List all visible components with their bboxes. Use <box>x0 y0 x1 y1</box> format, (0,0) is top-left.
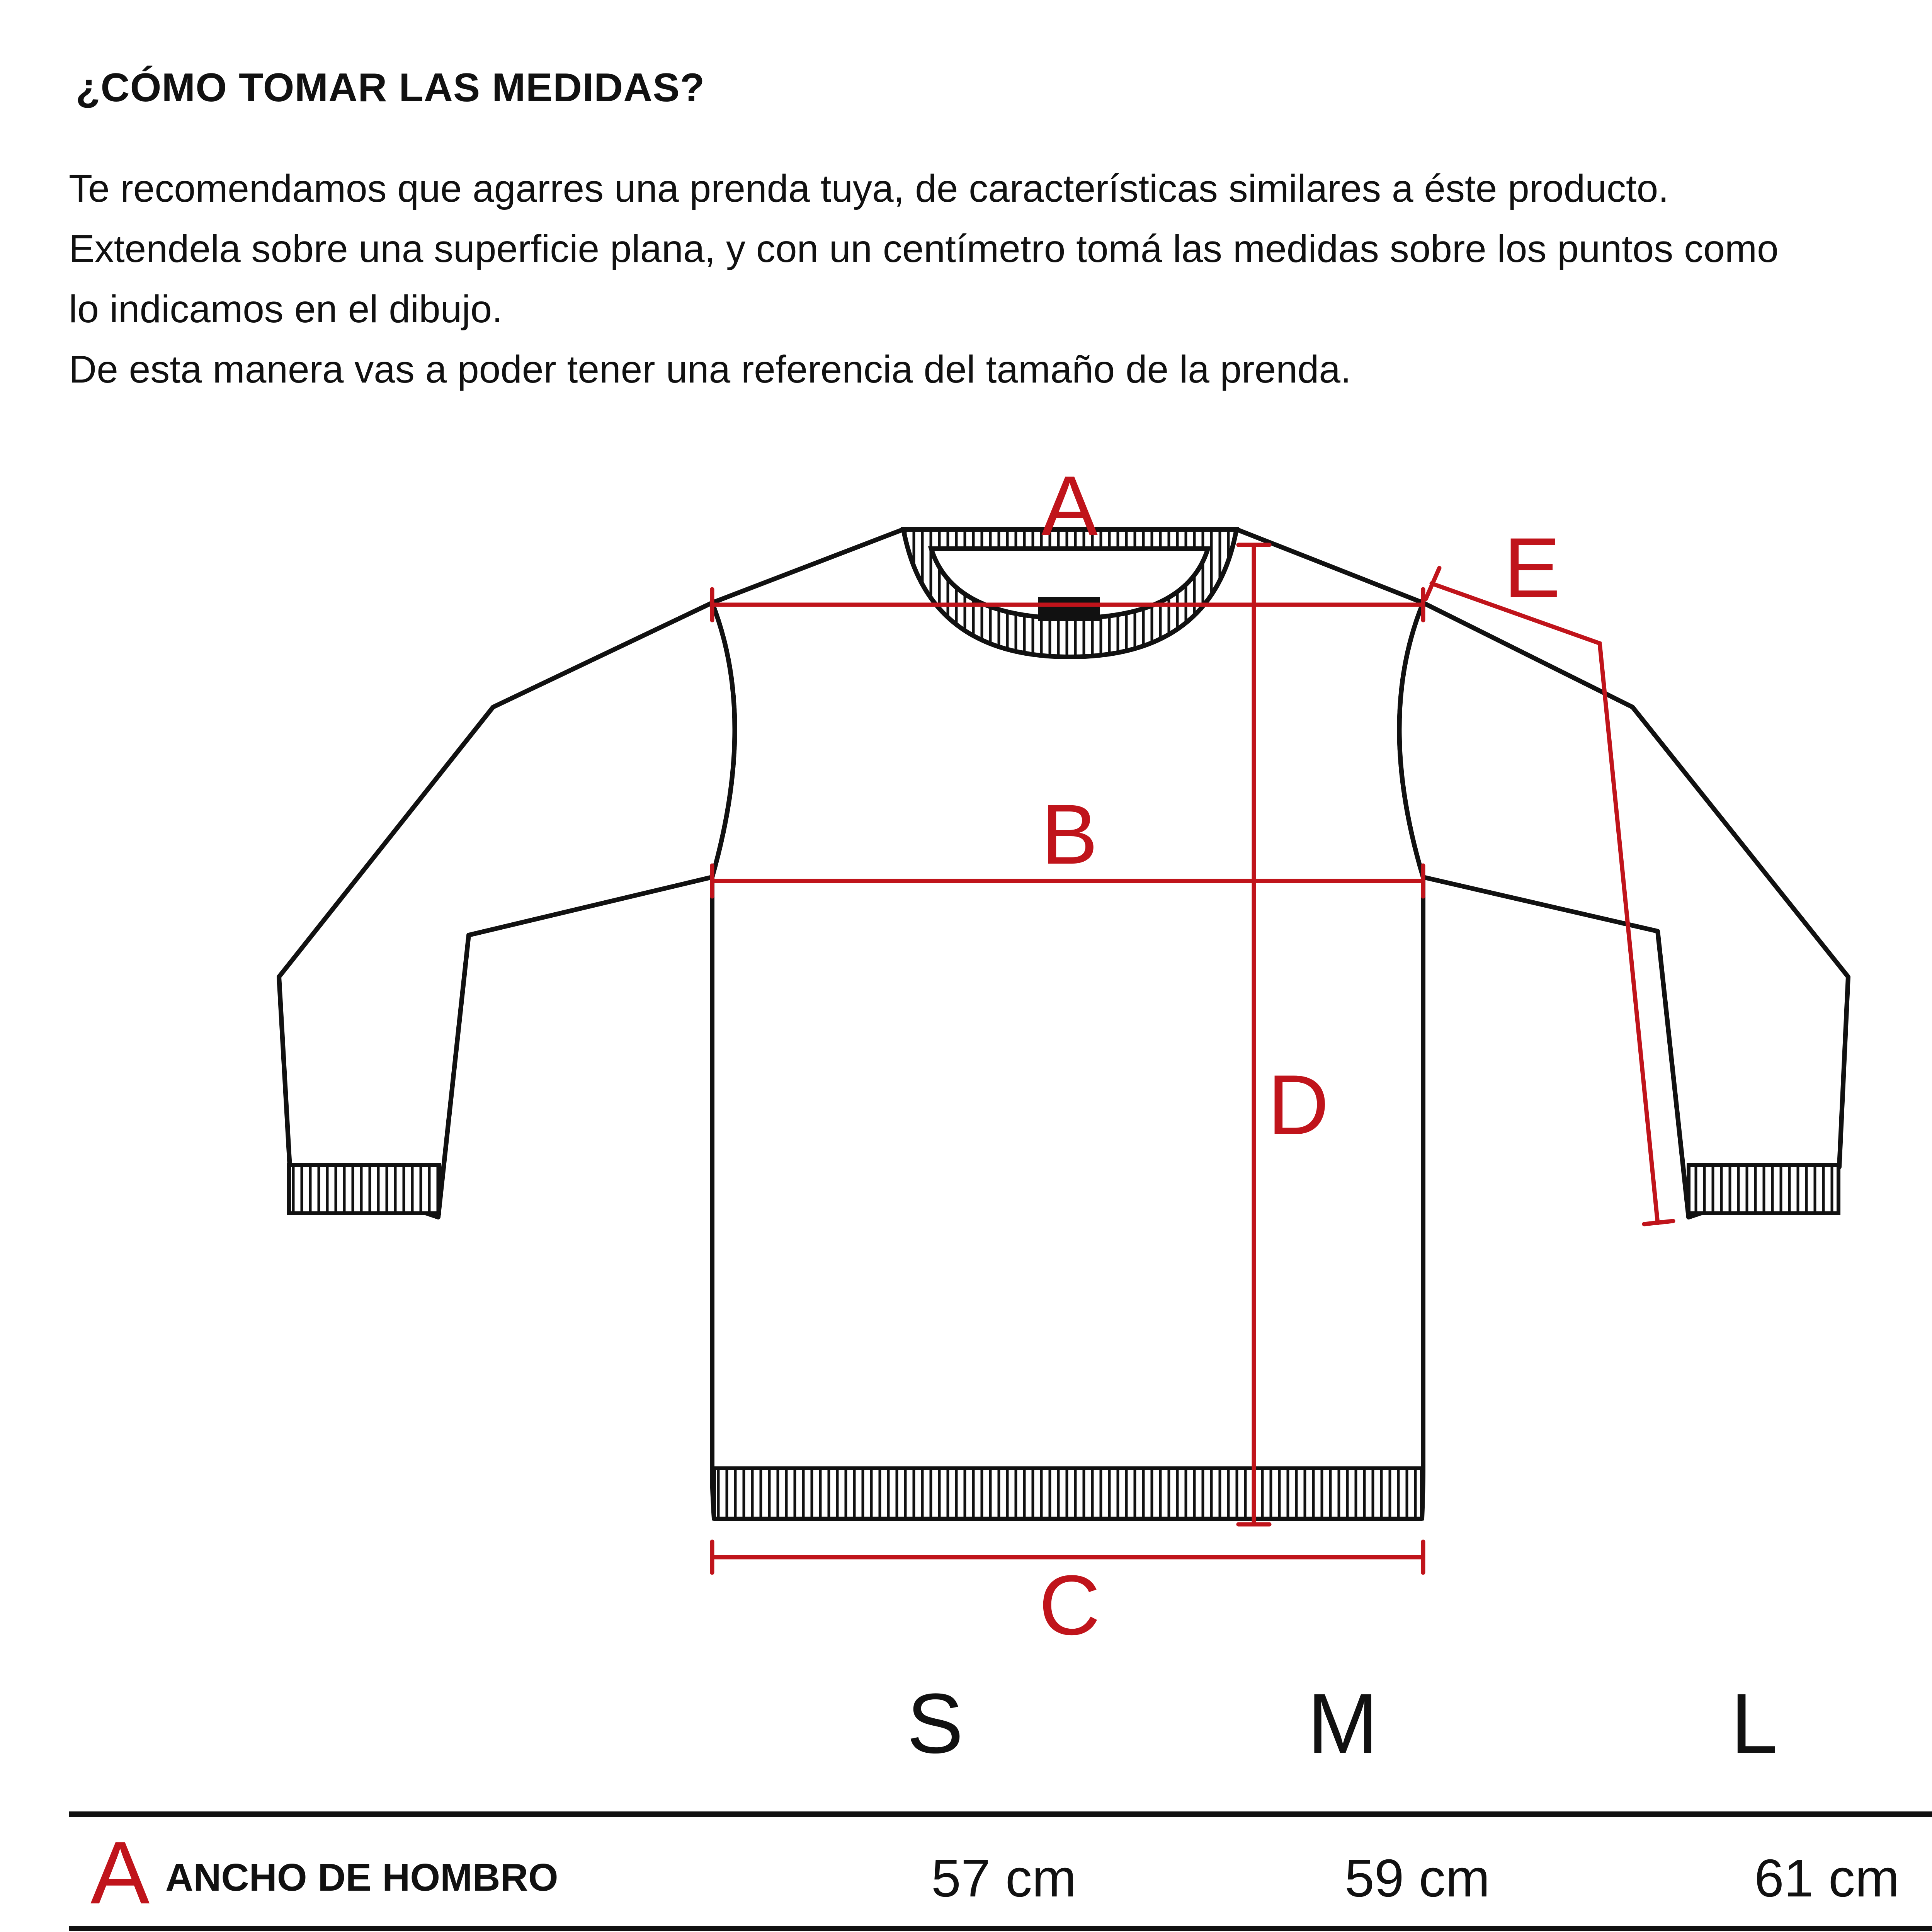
sweater-outline <box>279 529 1848 1519</box>
label-d: D <box>1267 1057 1329 1152</box>
table-row <box>69 1817 1932 1926</box>
label-b: B <box>1041 787 1098 882</box>
intro-text <box>69 158 1779 400</box>
size-header-l: L <box>1730 1676 1778 1771</box>
label-e: E <box>1503 520 1561 615</box>
row-letter: A <box>90 1823 150 1922</box>
right-cuff <box>1689 1165 1838 1213</box>
table-divider <box>69 1811 1932 1817</box>
page-title: ¿CÓMO TOMAR LAS MEDIDAS? <box>76 65 705 110</box>
brand-tag <box>1038 597 1100 621</box>
table-divider <box>69 1926 1932 1931</box>
row-value-m: 59 cm <box>1345 1849 1490 1908</box>
left-cuff <box>289 1165 439 1213</box>
sweater-left-sleeve <box>279 603 735 1217</box>
size-header-s: S <box>906 1676 964 1771</box>
hem-band <box>714 1468 1422 1519</box>
size-header-m: M <box>1307 1676 1378 1771</box>
line-e-cap-bottom <box>1644 1221 1673 1224</box>
row-label: ANCHO DE HOMBRO <box>165 1856 558 1899</box>
row-value-l: 61 cm <box>1754 1849 1900 1908</box>
sweater-measurement-diagram <box>0 425 1932 1662</box>
intro-line-2: Extendela sobre una superficie plana, y con un centímetro tomá las medidas sobre los puntos como <box>69 227 1779 270</box>
label-c: C <box>1039 1558 1100 1653</box>
intro-line-4: De esta manera vas a poder tener una referencia del tamaño de la prenda. <box>69 348 1351 391</box>
sweater-right-sleeve <box>1400 603 1849 1217</box>
intro-line-3: lo indicamos en el dibujo. <box>69 287 503 331</box>
intro-line-1: Te recomendamos que agarres una prenda tuya, de características similares a éste producto. <box>69 167 1669 210</box>
label-a: A <box>1041 458 1098 553</box>
row-value-s: 57 cm <box>931 1849 1077 1908</box>
sweater-body <box>712 529 1423 1519</box>
